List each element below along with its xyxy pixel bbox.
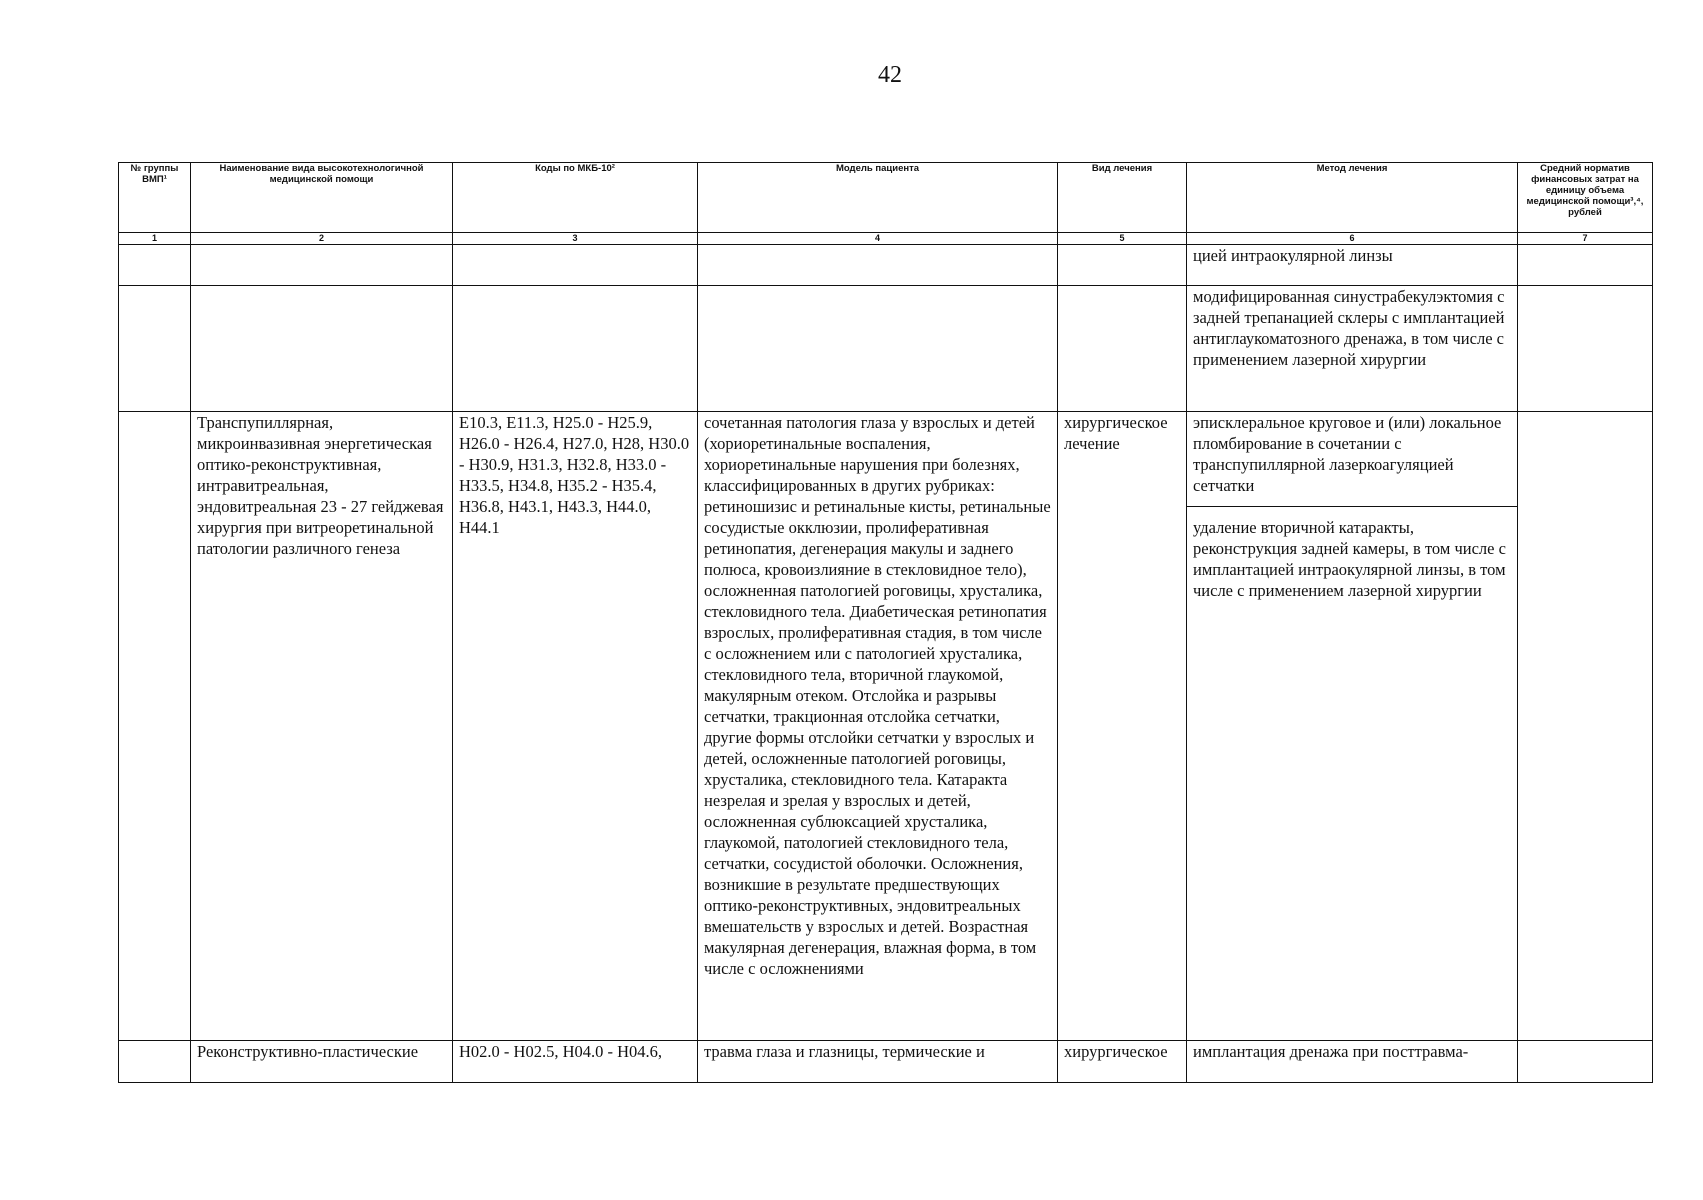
- header-icd-codes: Коды по МКБ-10²: [453, 163, 698, 233]
- icd-codes-cell: H02.0 - H02.5, H04.0 - H04.6,: [453, 1041, 698, 1083]
- method-cell: имплантация дренажа при посттравма-: [1187, 1041, 1518, 1083]
- header-treatment-method: Метод лечения: [1187, 163, 1518, 233]
- table-row: [119, 286, 1653, 412]
- page-number: 42: [878, 62, 902, 88]
- patient-model-cell: травма глаза и глазницы, термические и: [698, 1041, 1058, 1083]
- column-number: 6: [1187, 233, 1518, 245]
- column-number: 3: [453, 233, 698, 245]
- header-treatment-type: Вид лечения: [1058, 163, 1187, 233]
- table-row: [119, 412, 1653, 1041]
- table-row: [119, 1041, 1653, 1083]
- column-number: 2: [191, 233, 453, 245]
- header-patient-model: Модель пациента: [698, 163, 1058, 233]
- header-row: [119, 163, 1653, 233]
- column-number: 4: [698, 233, 1058, 245]
- column-number-row: [119, 233, 1653, 245]
- table-row: [119, 245, 1653, 286]
- care-type-name-cell: Реконструктивно-пластические: [191, 1041, 453, 1083]
- divider: [1187, 506, 1517, 507]
- treatment-type-cell: хирургическое: [1058, 1041, 1187, 1083]
- method-cell: цией интраокулярной линзы: [1187, 245, 1518, 286]
- header-care-type-name: Наименование вида высокотехнологичной медицинской помощи: [191, 163, 453, 233]
- column-number: 7: [1518, 233, 1653, 245]
- method-text: эписклеральное круговое и (или) локальное пломбирование в сочетании с транспупиллярной лазеркоагуляцией сетчатки: [1193, 413, 1502, 495]
- header-group-number: № группы ВМП¹: [119, 163, 191, 233]
- patient-model-cell: сочетанная патология глаза у взрослых и детей (хориоретинальные воспаления, хориоретинальные нарушения при болезнях, классифицированных в других рубриках: ретиношизис и ретинальные кисты, ретинальные сосудистые окклюзии, пролиферативная ретинопатия, дегенерация макулы и заднего полюса, кровоизлияние в стекловидное тело), осложненная патологией роговицы, хрусталика, стекловидного тела. Диабетическая ретинопатия взрослых, пролиферативная стадия, в том числе с осложнением или с патологией хрусталика, стекловидного тела, вторичной глаукомой, макулярным отеком. Отслойка и разрывы сетчатки, тракционная отслойка сетчатки, другие формы отслойки сетчатки у взрослых и детей, осложненные патологией роговицы, хрусталика, стекловидного тела. Катаракта незрелая и зрелая у взрослых и детей, осложненная сублюксацией хрусталика, глаукомой, патологией стекловидного тела, сетчатки, сосудистой оболочки. Осложнения, возникшие в результате предшествующих оптико-реконструктивных, эндовитреальных вмешательств у взрослых и детей. Возрастная макулярная дегенерация, влажная форма, в том числе с осложнениями: [698, 412, 1058, 1041]
- icd-codes-cell: E10.3, E11.3, H25.0 - H25.9, H26.0 - H26.4, H27.0, H28, H30.0 - H30.9, H31.3, H32.8, H33.0 - H33.5, H34.8, H35.2 - H35.4, H36.8, H43.1, H43.3, H44.0, H44.1: [453, 412, 698, 1041]
- header-cost-standard: Средний норматив финансовых затрат на единицу объема медицинской помощи³,⁴, рублей: [1518, 163, 1653, 233]
- method-cell: модифицированная синустрабекулэктомия с задней трепанацией склеры с имплантацией антиглаукоматозного дренажа, в том числе с применением лазерной хирургии: [1187, 286, 1518, 412]
- method-text: удаление вторичной катаракты, реконструкция задней камеры, в том числе с имплантацией интраокулярной линзы, в том числе с применением лазерной хирургии: [1193, 518, 1506, 600]
- care-type-name-cell: Транспупиллярная, микроинвазивная энергетическая оптико-реконструктивная, интравитреальная, эндовитреальная 23 - 27 гейджевая хирургия при витреоретинальной патологии различного генеза: [191, 412, 453, 1041]
- treatment-type-cell: хирургическое лечение: [1058, 412, 1187, 1041]
- column-number: 1: [119, 233, 191, 245]
- column-number: 5: [1058, 233, 1187, 245]
- method-cell: [1187, 412, 1518, 1041]
- vmp-table: [118, 162, 1653, 1083]
